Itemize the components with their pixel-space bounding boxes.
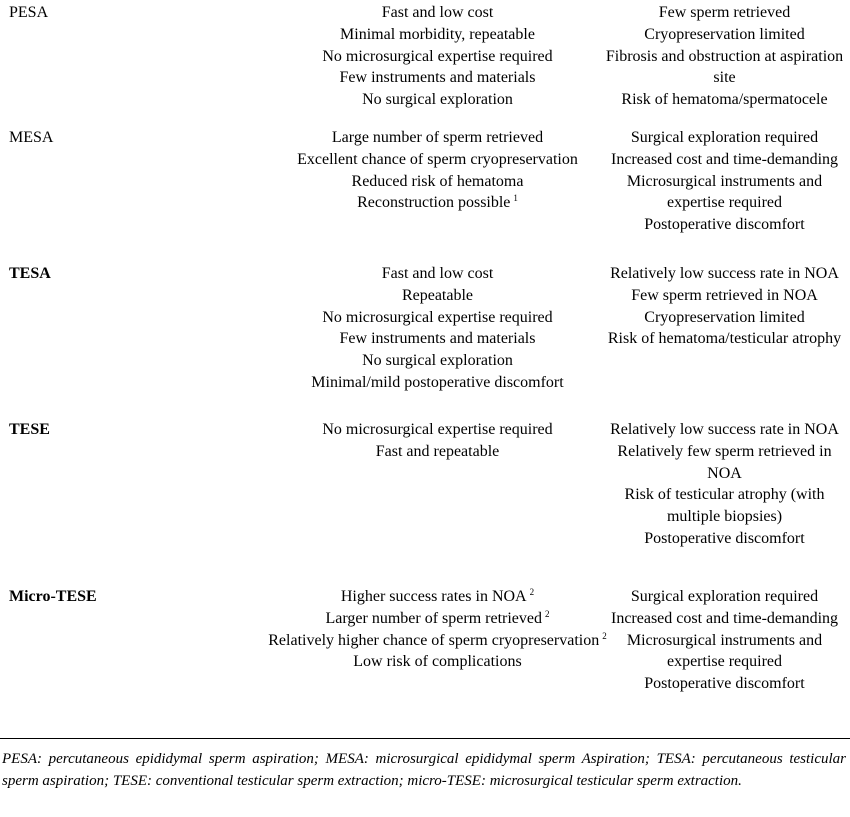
advantage-text: Fast and low cost [381,265,494,282]
advantage-text: Relatively higher chance of sperm cryopreservation [268,631,600,649]
advantage-text: Excellent chance of sperm cryopreservation [297,150,578,168]
disadvantage-item: Increased cost and time-demanding [610,609,839,627]
advantage-text: Reconstruction possible [357,194,511,212]
disadvantages-cell [602,2,847,111]
disadvantage-item: Cryopreservation limited [644,308,805,326]
disadvantage-item: Microsurgical instruments and expertise required [626,172,823,212]
footnote-marker: 2 [529,587,535,597]
disadvantage-item: Surgical exploration required [630,588,819,605]
disadvantage-item: Postoperative discomfort [644,675,805,693]
advantage-text: Few instruments and materials [339,330,536,348]
method-name: TESA [9,265,51,282]
disadvantages-cell [602,586,847,695]
advantage-text: Few instruments and materials [339,69,536,87]
disadvantage-item: Relatively low success rate in NOA [610,265,839,282]
disadvantage-item: Relatively low success rate in NOA [610,421,839,438]
footnote-marker: 2 [545,608,550,619]
disadvantages-cell [602,127,847,236]
footnote-marker: 1 [513,193,518,204]
advantage-text: Low risk of complications [353,653,522,671]
disadvantage-item: Few sperm retrieved [658,4,791,21]
method-name: TESE [9,421,50,438]
advantage-text: Fast and low cost [381,4,494,21]
advantage-text: Higher success rates in NOA [340,588,527,605]
table-footnote: PESA: percutaneous epididymal sperm aspiration; MESA: microsurgical epididymal sperm Aspiration; TESA: percutaneous testicular sperm aspiration; TESE: conventional testicular sperm extraction; micro-TESE: microsurgical testicular sperm extraction. [2,751,846,789]
advantage-text: No microsurgical expertise required [322,47,553,65]
disadvantage-item: Risk of hematoma/spermatocele [621,91,828,109]
advantage-text: Reduced risk of hematoma [351,172,524,190]
advantage-text: Repeatable [401,286,474,304]
disadvantage-item: Risk of hematoma/testicular atrophy [607,330,842,348]
advantage-text: Fast and repeatable [375,442,500,460]
advantage-text: Large number of sperm retrieved [331,129,544,146]
advantage-text: Minimal/mild postoperative discomfort [311,373,564,391]
advantage-text: No microsurgical expertise required [322,421,553,438]
disadvantage-item: Fibrosis and obstruction at aspiration site [605,47,844,87]
disadvantage-item: Increased cost and time-demanding [610,150,839,168]
disadvantage-item: Postoperative discomfort [644,216,805,234]
method-name: Micro-TESE [9,588,97,605]
advantage-text: No surgical exploration [362,352,513,370]
method-name: MESA [9,129,54,146]
method-name: PESA [9,4,49,21]
table-bottom-rule [0,738,850,739]
disadvantage-item: Postoperative discomfort [644,529,805,547]
disadvantage-item: Microsurgical instruments and expertise required [626,631,823,671]
advantage-text: Larger number of sperm retrieved [325,609,542,627]
disadvantage-item: Relatively few sperm retrieved in NOA [617,442,832,482]
disadvantage-item: Risk of testicular atrophy (with multiple biopsies) [624,486,825,526]
advantage-item [165,372,710,394]
advantage-text: Minimal morbidity, repeatable [340,25,535,43]
footnote-marker: 2 [602,630,607,641]
advantage-item [165,350,710,372]
advantage-text: No surgical exploration [362,91,513,109]
disadvantage-item: Surgical exploration required [630,129,819,146]
disadvantages-cell [602,263,847,350]
disadvantage-item: Cryopreservation limited [644,25,805,43]
disadvantages-cell [602,419,847,550]
advantage-text: No microsurgical expertise required [322,308,553,326]
disadvantage-item: Few sperm retrieved in NOA [631,286,818,304]
